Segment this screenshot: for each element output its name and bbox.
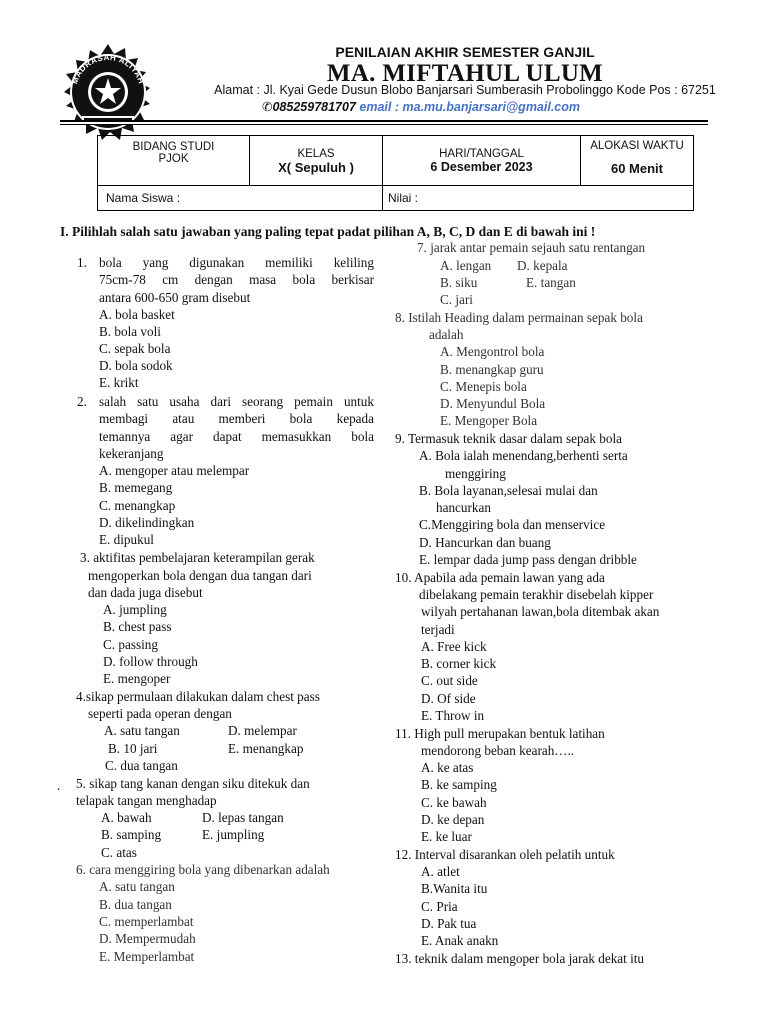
- q5-option-d: D. lepas tangan: [202, 810, 284, 825]
- time-value: 60 Menit: [610, 161, 663, 176]
- date-value: 6 Desember 2023: [430, 160, 533, 174]
- q12-option-b: B.Wanita itu: [421, 881, 488, 896]
- q12-option-e: E. Anak anakn: [421, 933, 499, 948]
- q8-text-1: 8. Istilah Heading dalam permainan sepak bola: [395, 310, 643, 325]
- q12-option-d: D. Pak tua: [421, 916, 477, 931]
- q7-text-1: 7. jarak antar pemain sejauh satu rentangan: [417, 240, 646, 255]
- q1-option-d: D. bola sodok: [99, 358, 173, 373]
- q2-option-e: E. dipukul: [99, 532, 154, 547]
- q5-text-2: telapak tangan menghadap: [76, 793, 217, 808]
- q10-text-1: 10. Apabila ada pemain lawan yang ada: [395, 570, 605, 585]
- q12-option-c: C. Pria: [421, 899, 458, 914]
- q2-option-c: C. menangkap: [99, 498, 176, 513]
- q11-option-e: E. ke luar: [421, 829, 472, 844]
- class-label: KELAS: [297, 148, 335, 160]
- q3-text-1: 3. aktifitas pembelajaran keterampilan gerak: [80, 550, 315, 565]
- phone-icon: ✆: [262, 100, 273, 114]
- student-name-label: Nama Siswa :: [106, 191, 181, 205]
- exam-title: PENILAIAN AKHIR SEMESTER GANJIL: [335, 44, 595, 60]
- q7-option-c: C. jari: [440, 292, 473, 307]
- q7-option-d: D. kepala: [517, 258, 568, 273]
- q3-text-3: dan dada juga disebut: [88, 585, 203, 600]
- q1-text-2: 75cm-78 cm dengan masa bola berkisar: [99, 272, 374, 287]
- svg-text:MADRASAH ALIYAH: MADRASAH ALIYAH: [70, 52, 146, 86]
- q1-option-c: C. sepak bola: [99, 341, 171, 356]
- q2-option-a: A. mengoper atau melempar: [99, 463, 250, 478]
- q5-option-b: B. samping: [101, 827, 162, 842]
- q3-option-b: B. chest pass: [103, 619, 172, 634]
- phone-number: 085259781707: [272, 100, 356, 114]
- q4-option-e: E. menangkap: [228, 741, 304, 756]
- q5-option-c: C. atas: [101, 845, 137, 860]
- q1-option-a: A. bola basket: [99, 307, 175, 322]
- q9-option-d: D. Hancurkan dan buang: [419, 535, 551, 550]
- q2-text-3: temannya agar dapat memasukkan bola: [99, 429, 374, 444]
- q10-option-a: A. Free kick: [421, 639, 487, 654]
- q11-option-a: A. ke atas: [421, 760, 474, 775]
- q10-text-4: terjadi: [421, 622, 455, 637]
- q8-option-a: A. Mengontrol bola: [440, 344, 545, 359]
- q4-option-d: D. melempar: [228, 723, 297, 738]
- q8-option-c: C. Menepis bola: [440, 379, 527, 394]
- q6-option-a: A. satu tangan: [99, 879, 175, 894]
- school-address: Alamat : Jl. Kyai Gede Dusun Blobo Banjarsari Sumberasih Probolinggo Kode Pos : 67251: [214, 83, 716, 97]
- q11-text-1: 11. High pull merupakan bentuk latihan: [395, 726, 605, 741]
- subject-label: BIDANG STUDI: [132, 141, 215, 153]
- q4-text-1: 4.sikap permulaan dilakukan dalam chest pass: [76, 689, 320, 704]
- q10-option-d: D. Of side: [421, 691, 476, 706]
- q2-text-1: salah satu usaha dari seorang pemain untuk: [99, 394, 374, 409]
- q4-text-2: seperti pada operan dengan: [88, 706, 232, 721]
- q3-option-c: C. passing: [103, 637, 158, 652]
- q11-text-2: mendorong beban kearah…..: [421, 743, 575, 758]
- class-value: X( Sepuluh ): [278, 160, 354, 175]
- q11-option-b: B. ke samping: [421, 777, 497, 792]
- q9-option-b-cont: hancurkan: [436, 500, 491, 515]
- q3-option-a: A. jumpling: [103, 602, 167, 617]
- q1-text-1: bola yang digunakan memiliki keliling: [99, 255, 374, 270]
- q9-option-c: C.Menggiring bola dan menservice: [419, 517, 606, 532]
- q8-option-d: D. Menyundul Bola: [440, 396, 546, 411]
- q3-option-d: D. follow through: [103, 654, 198, 669]
- q1-option-b: B. bola voli: [99, 324, 161, 339]
- q4-option-a: A. satu tangan: [104, 723, 180, 738]
- score-label: Nilai :: [388, 191, 419, 205]
- q1-number: 1.: [77, 255, 87, 270]
- q6-text-1: 6. cara menggiring bola yang dibenarkan adalah: [76, 862, 330, 877]
- school-name: MA. MIFTAHUL ULUM: [326, 60, 604, 87]
- q10-option-c: C. out side: [421, 673, 478, 688]
- q10-option-e: E. Throw in: [421, 708, 485, 723]
- q8-text-2: adalah: [429, 327, 464, 342]
- q6-option-c: C. memperlambat: [99, 914, 194, 929]
- q2-option-d: D. dikelindingkan: [99, 515, 195, 530]
- q6-option-e: E. Memperlambat: [99, 949, 195, 964]
- q2-text-2: membagi atau memberi bola kepada: [99, 411, 374, 426]
- q7-option-a: A. lengan: [440, 258, 492, 273]
- q3-option-e: E. mengoper: [103, 671, 171, 686]
- q5-option-e: E. jumpling: [202, 827, 265, 842]
- q1-text-3: antara 600-650 gram disebut: [99, 290, 251, 305]
- q5-text-1: 5. sikap tang kanan dengan siku ditekuk dan: [76, 776, 310, 791]
- q4-option-b: B. 10 jari: [108, 741, 158, 756]
- section-instruction: I. Pilihlah salah satu jawaban yang paling tepat padat pilihan A, B, C, D dan E di bawah ini !: [60, 224, 596, 239]
- q8-option-b: B. menangkap guru: [440, 362, 544, 377]
- q2-option-b: B. memegang: [99, 480, 173, 495]
- subject-value: PJOK: [158, 153, 189, 165]
- q3-text-2: mengoperkan bola dengan dua tangan dari: [88, 568, 312, 583]
- date-label: HARI/TANGGAL: [439, 148, 524, 160]
- q11-option-d: D. ke depan: [421, 812, 485, 827]
- q10-text-2: dibelakang pemain terakhir disebelah kipper: [419, 587, 654, 602]
- q5-option-a: A. bawah: [101, 810, 152, 825]
- q9-option-b: B. Bola layanan,selesai mulai dan: [419, 483, 598, 498]
- q10-option-b: B. corner kick: [421, 656, 497, 671]
- q9-option-a: A. Bola ialah menendang,berhenti serta: [419, 448, 628, 463]
- q4-option-c: C. dua tangan: [105, 758, 178, 773]
- q7-option-b: B. siku: [440, 275, 478, 290]
- q9-option-e: E. lempar dada jump pass dengan dribble: [419, 552, 637, 567]
- q2-number: 2.: [77, 394, 87, 409]
- q7-option-e: E. tangan: [526, 275, 576, 290]
- q10-text-3: wilyah pertahanan lawan,bola ditembak akan: [421, 604, 660, 619]
- q12-option-a: A. atlet: [421, 864, 460, 879]
- q1-option-e: E. krikt: [99, 375, 139, 390]
- q11-option-c: C. ke bawah: [421, 795, 487, 810]
- q5-stray-mark: .: [57, 778, 61, 793]
- q9-text-1: 9. Termasuk teknik dasar dalam sepak bola: [395, 431, 622, 446]
- q12-text-1: 12. Interval disarankan oleh pelatih untuk: [395, 847, 615, 862]
- q8-option-e: E. Mengoper Bola: [440, 413, 538, 428]
- q2-text-4: kekeranjang: [99, 446, 164, 461]
- time-label: ALOKASI WAKTU: [590, 140, 684, 152]
- q9-option-a-cont: menggiring: [445, 466, 506, 481]
- school-email: email : ma.mu.banjarsari@gmail.com: [359, 100, 581, 114]
- q13-text-1: 13. teknik dalam mengoper bola jarak dekat itu: [395, 951, 645, 966]
- q6-option-d: D. Mempermudah: [99, 931, 196, 946]
- q6-option-b: B. dua tangan: [99, 897, 172, 912]
